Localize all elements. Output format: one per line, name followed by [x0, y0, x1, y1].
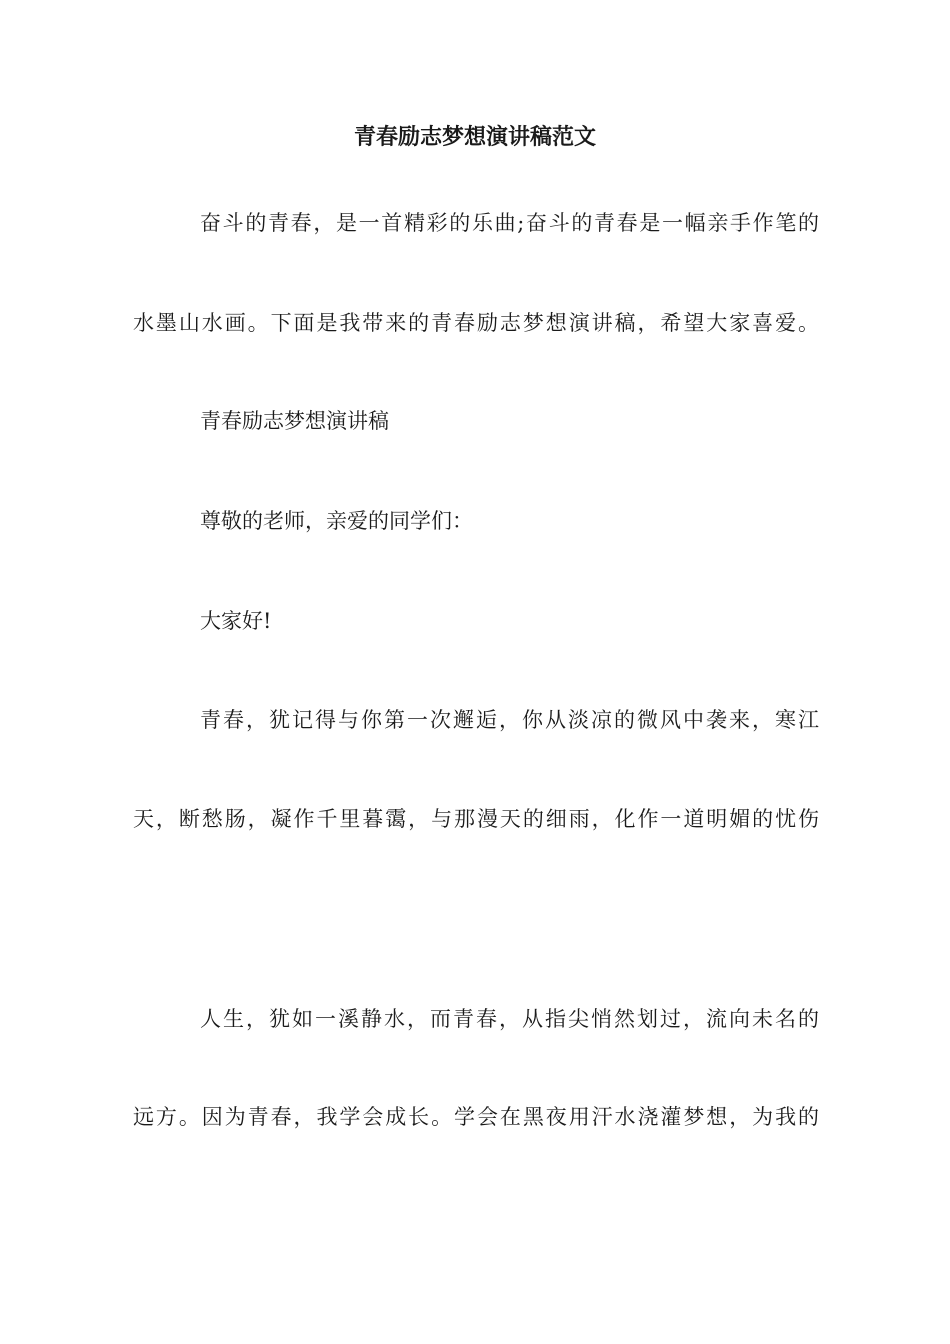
- document-title: 青春励志梦想演讲稿范文: [353, 125, 596, 150]
- paragraph-line: 人生，犹如一溪静水，而青春，从指尖悄然划过，流向未名的: [200, 1007, 819, 1031]
- section-heading: 青春励志梦想演讲稿: [200, 409, 389, 433]
- paragraph-line: 远方。因为青春，我学会成长。学会在黑夜用汗水浇灌梦想，为我的: [133, 1105, 819, 1129]
- paragraph-line: 青春，犹记得与你第一次邂逅，你从淡凉的微风中袭来，寒江: [200, 708, 819, 732]
- greeting-line: 大家好!: [200, 609, 272, 633]
- salutation-line: 尊敬的老师，亲爱的同学们：: [200, 509, 473, 533]
- paragraph-line: 水墨山水画。下面是我带来的青春励志梦想演讲稿，希望大家喜爱。: [133, 311, 819, 335]
- paragraph-line: 奋斗的青春，是一首精彩的乐曲;奋斗的青春是一幅亲手作笔的: [200, 211, 819, 235]
- paragraph-line: 天，断愁肠，凝作千里暮霭，与那漫天的细雨，化作一道明媚的忧伤: [133, 807, 819, 831]
